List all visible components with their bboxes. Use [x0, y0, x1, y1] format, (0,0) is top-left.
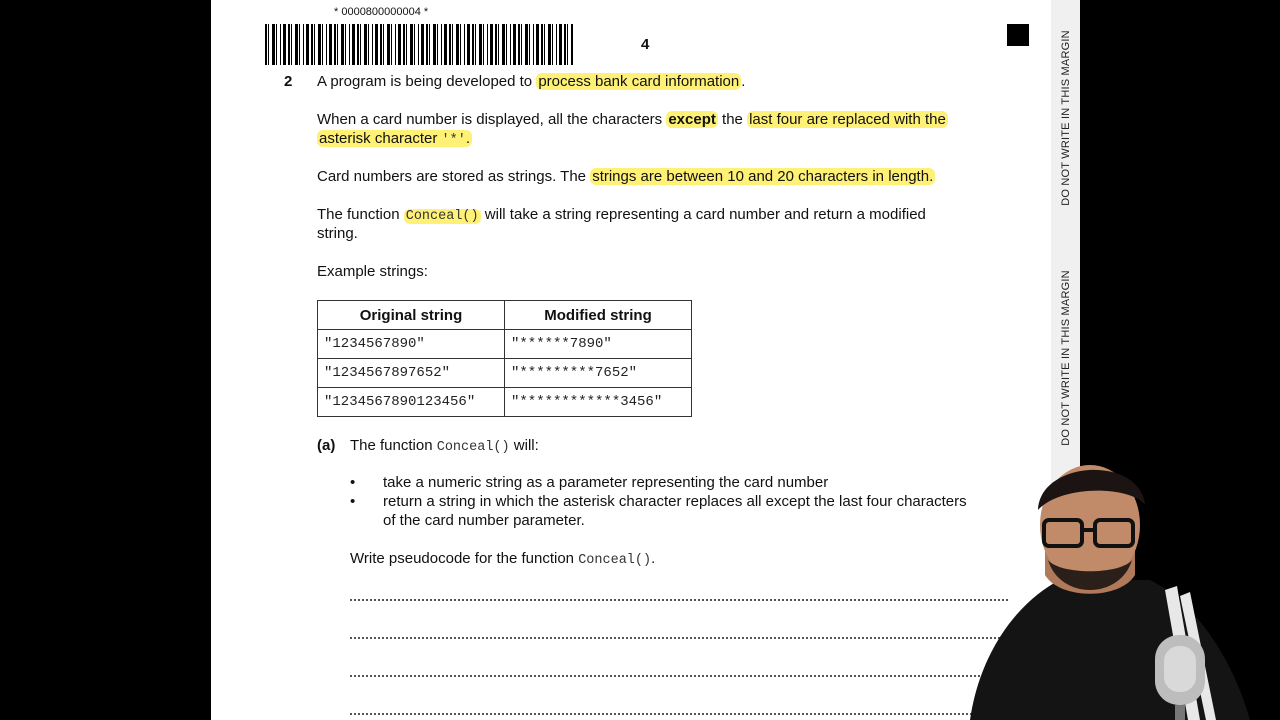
paragraph-line: [317, 129, 472, 150]
highlight: asterisk character '*'.: [319, 130, 471, 148]
highlight: strings are between 10 and 20 characters in length.: [592, 168, 934, 185]
answer-line[interactable]: [350, 713, 1008, 715]
registration-mark: [1007, 24, 1029, 46]
instruction: Write pseudocode for the function Conceal().: [350, 550, 656, 568]
table-cell: "******7890": [505, 330, 692, 359]
margin-warning-top: DO NOT WRITE IN THIS MARGIN: [1060, 30, 1072, 206]
bullet: •: [350, 493, 356, 510]
bullet-text: of the card number parameter.: [383, 512, 585, 529]
presenter-video: [950, 450, 1280, 720]
paragraph-line: string.: [317, 225, 358, 242]
table-cell: "1234567897652": [318, 359, 505, 388]
table-cell: "************3456": [505, 388, 692, 417]
part-intro: The function Conceal() will:: [350, 437, 539, 455]
page-number: 4: [641, 36, 650, 53]
table-cell: "1234567890": [318, 330, 505, 359]
barcode: [265, 24, 573, 65]
table-cell: "*********7652": [505, 359, 692, 388]
highlight: process bank card information: [538, 73, 740, 90]
answer-line[interactable]: [350, 675, 1008, 677]
examples-label: Example strings:: [317, 263, 428, 280]
paragraph-line: Card numbers are stored as strings. The strings are between 10 and 20 characters in length.: [317, 168, 934, 185]
bullet: •: [350, 474, 356, 491]
barcode-text: * 0000800000004 *: [334, 6, 429, 18]
bullet-text: take a numeric string as a parameter representing the card number: [383, 474, 829, 491]
bold-highlight: except: [668, 111, 716, 128]
code-highlight: Conceal(): [405, 209, 479, 224]
part-label: (a): [317, 437, 336, 454]
paragraph-line: When a card number is displayed, all the characters except the last four are replaced with the: [317, 111, 946, 128]
table-header: Modified string: [505, 301, 692, 330]
question-intro: A program is being developed to process bank card information .: [317, 73, 746, 90]
table-header: Original string: [318, 301, 505, 330]
example-table: [317, 300, 692, 417]
table-cell: "1234567890123456": [318, 388, 505, 417]
paragraph-line: The function Conceal() will take a string representing a card number and return a modified: [317, 206, 926, 224]
answer-line[interactable]: [350, 637, 1008, 639]
question-number: 2: [284, 73, 293, 90]
highlight: last four are replaced with the: [749, 111, 946, 128]
answer-line[interactable]: [350, 599, 1008, 601]
margin-warning-bottom: DO NOT WRITE IN THIS MARGIN: [1060, 270, 1072, 446]
bullet-text: return a string in which the asterisk character replaces all except the last four characters: [383, 493, 967, 510]
